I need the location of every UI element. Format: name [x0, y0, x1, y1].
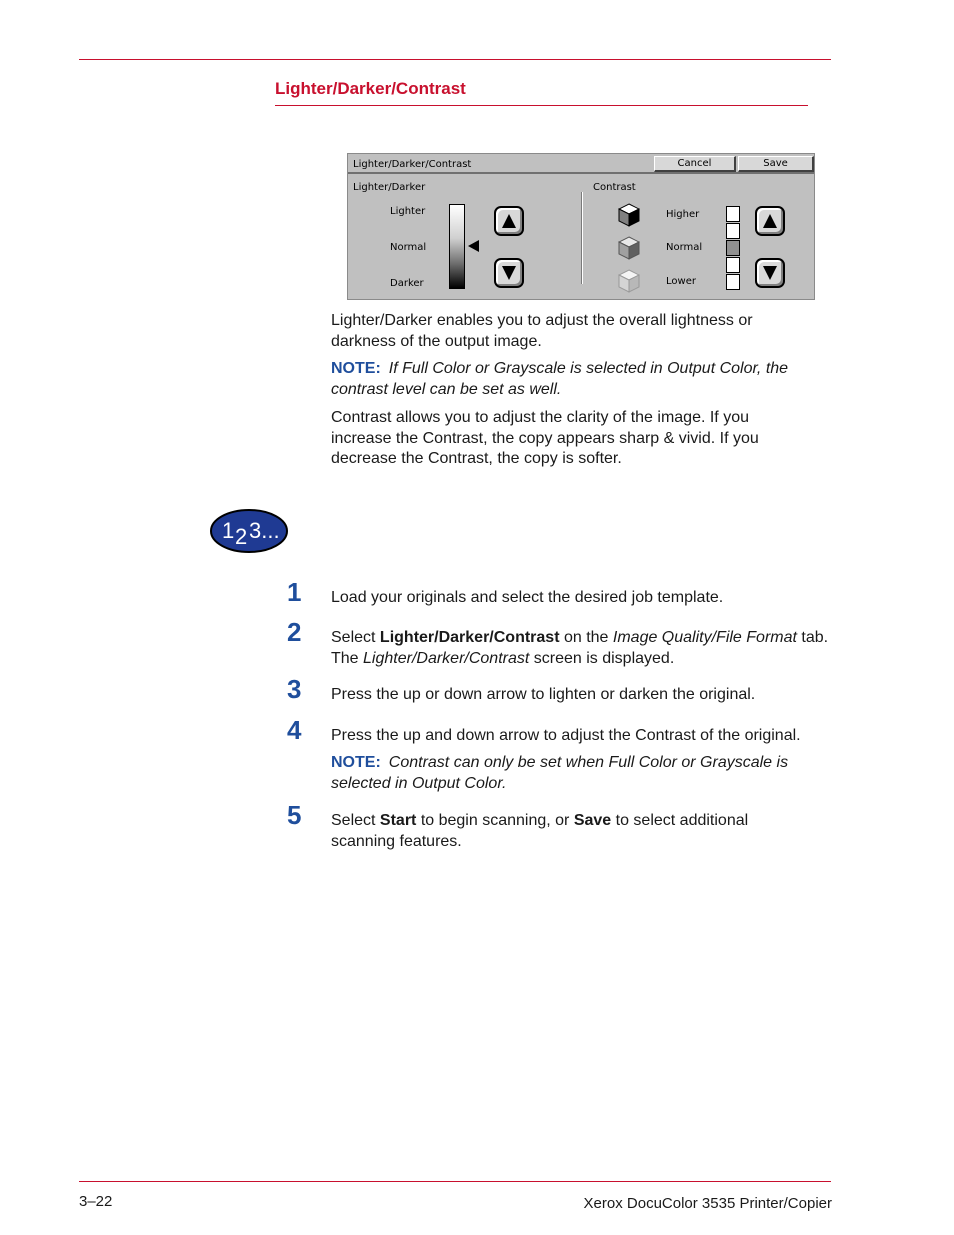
step-text: Load your originals and select the desired job template. — [331, 589, 724, 606]
higher-label: Higher — [666, 209, 700, 220]
note-label: NOTE: — [331, 360, 381, 377]
step-text-part: on the — [559, 629, 613, 646]
lighter-darker-contrast-screen — [347, 153, 815, 300]
darker-down-button[interactable] — [494, 258, 524, 288]
step-text-part: Select — [331, 629, 380, 646]
cancel-button[interactable]: Cancel — [654, 156, 736, 172]
low-contrast-cube-icon — [618, 269, 640, 293]
up-arrow-icon — [762, 213, 778, 229]
darker-label: Darker — [390, 278, 424, 289]
step-text-part: to select additional scanning features. — [331, 812, 749, 850]
contrast-up-button[interactable] — [755, 206, 785, 236]
intro-paragraph: Lighter/Darker enables you to adjust the overall lightness or darkness of the output image. — [331, 312, 753, 350]
contrast-level-cell — [726, 274, 740, 290]
note-label: NOTE: — [331, 754, 381, 771]
step-number: 3 — [287, 674, 302, 704]
down-arrow-icon — [762, 265, 778, 281]
badge-digit-3: 3... — [249, 518, 280, 543]
normal-label: Normal — [390, 242, 427, 253]
badge-digit-2: 2 — [235, 524, 248, 549]
step-screen-name: Lighter/Darker/Contrast — [363, 650, 530, 667]
step-menu-name: Lighter/Darker/Contrast — [379, 629, 560, 646]
contrast-paragraph: Contrast allows you to adjust the clarity of the image. If you increase the Contrast, the copy appears sharp & vivid. If you decrease the Contrast, the copy is softer. — [331, 409, 759, 467]
top-rule — [79, 59, 831, 60]
product-name: Xerox DocuColor 3535 Printer/Copier — [583, 1195, 832, 1212]
step-start-term: Start — [379, 812, 417, 829]
step-number: 1 — [287, 577, 302, 607]
section-title: Lighter/Darker/Contrast — [275, 79, 466, 98]
step-text — [331, 627, 836, 669]
badge-digit-1: 1 — [222, 518, 235, 543]
step-number: 2 — [287, 617, 302, 647]
step-text-part: to begin scanning, or — [416, 812, 574, 829]
panel-divider — [581, 192, 583, 284]
contrast-normal-label: Normal — [666, 242, 703, 253]
note-2 — [331, 753, 831, 794]
screen-title: Lighter/Darker/Contrast — [353, 159, 472, 170]
lightness-pointer-icon — [468, 240, 480, 252]
contrast-level-cell-selected — [726, 240, 740, 256]
contrast-heading: Contrast — [593, 182, 636, 193]
contrast-down-button[interactable] — [755, 258, 785, 288]
contrast-level-cell — [726, 223, 740, 239]
step-text: Press the up or down arrow to lighten or darken the original. — [331, 686, 756, 703]
step-number: 5 — [287, 800, 302, 830]
title-underline — [275, 105, 808, 106]
step-text-part: screen is displayed. — [529, 650, 675, 667]
lower-label: Lower — [666, 276, 696, 287]
note-text: Contrast can only be set when Full Color or Grayscale is selected in Output Color. — [331, 754, 789, 792]
step-text-part: tab. The — [331, 629, 829, 667]
lightness-scale — [449, 204, 465, 289]
contrast-level-cell — [726, 257, 740, 273]
save-button[interactable]: Save — [738, 156, 814, 172]
down-arrow-icon — [501, 265, 517, 281]
steps-badge-icon — [209, 508, 289, 554]
step-tab-name: Image Quality/File Format — [612, 629, 797, 646]
step-number: 4 — [287, 715, 302, 745]
note-1 — [331, 359, 831, 400]
normal-contrast-cube-icon — [618, 236, 640, 260]
screen-titlebar — [348, 154, 814, 174]
page-number: 3–22 — [79, 1193, 113, 1210]
note-text: If Full Color or Grayscale is selected in Output Color, the contrast level can be set as well. — [331, 360, 789, 398]
high-contrast-cube-icon — [618, 203, 640, 227]
up-arrow-icon — [501, 213, 517, 229]
footer-rule — [79, 1181, 831, 1182]
step-text: Press the up and down arrow to adjust the Contrast of the original. — [331, 727, 801, 744]
lighter-darker-heading: Lighter/Darker — [353, 182, 426, 193]
step-text-part: Select — [331, 812, 380, 829]
lighter-label: Lighter — [390, 206, 426, 217]
contrast-level-cell — [726, 206, 740, 222]
step-text — [331, 810, 801, 852]
step-save-term: Save — [573, 812, 612, 829]
lighter-up-button[interactable] — [494, 206, 524, 236]
